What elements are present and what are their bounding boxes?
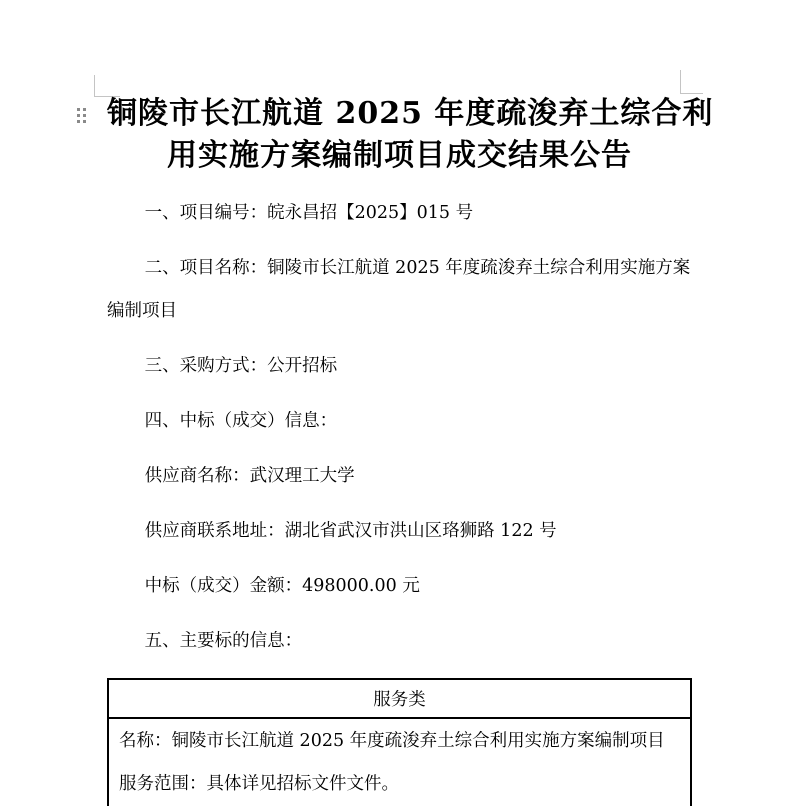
table-header-row [108,679,691,718]
subject-info-table [107,678,692,806]
document-content [107,0,714,806]
paragraph-supplier-name: 供应商名称：武汉理工大学 [144,466,355,486]
document-title-line-1: 铜陵市长江航道 2025 年度疏浚弃土综合利 [107,96,714,131]
table-detail-cell [108,718,691,806]
document-title-line-2: 用实施方案编制项目成交结果公告 [167,138,632,173]
paragraph-award-info-heading: 四、中标（成交）信息： [144,411,338,431]
table-header-service-category: 服务类 [108,679,691,718]
paragraph-supplier-address: 供应商联系地址：湖北省武汉市洪山区珞狮路 122 号 [144,521,557,541]
paragraph-procurement-method: 三、采购方式：公开招标 [144,356,338,376]
paragraph-drag-handle[interactable] [76,106,88,124]
document-title [107,93,714,177]
paragraph-award-amount: 中标（成交）金额：498000.00 元 [144,576,420,596]
paragraph-project-number: 一、项目编号：皖永昌招【2025】015 号 [144,203,474,223]
table-cell-name-line: 名称：铜陵市长江航道 2025 年度疏浚弃土综合利用实施方案编制项目 [119,731,665,751]
paragraph-main-subject-heading: 五、主要标的信息： [144,631,303,651]
paragraph-project-name: 二、项目名称：铜陵市长江航道 2025 年度疏浚弃土综合利用实施方案编制项目 [107,258,691,321]
table-row [108,718,691,806]
drag-handle-icon [77,108,80,111]
table-cell-scope-line: 服务范围：具体详见招标文件文件。 [119,774,399,794]
